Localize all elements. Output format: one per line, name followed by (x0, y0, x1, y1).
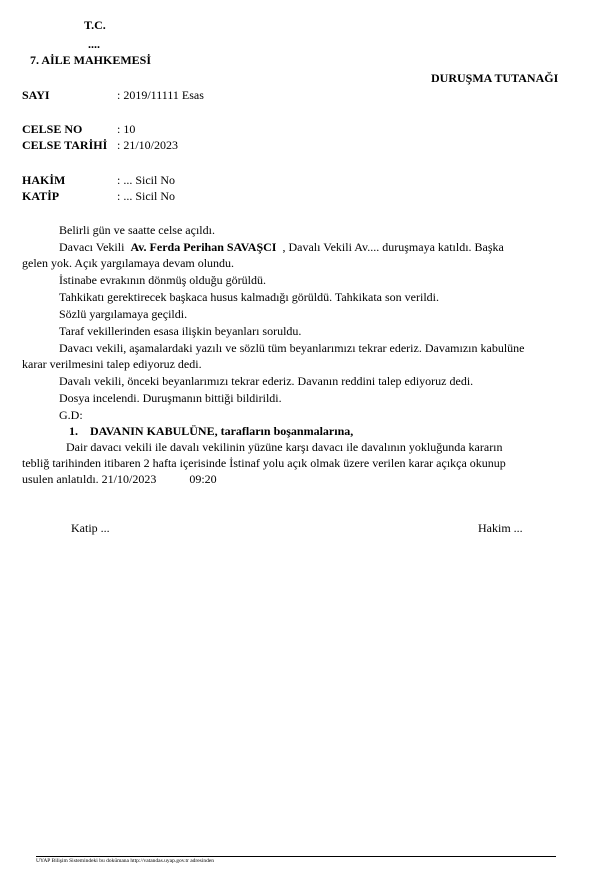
katip-value: : ... Sicil No (117, 189, 176, 203)
verdict-date: usulen anlatıldı. 21/10/2023 (22, 472, 157, 486)
header-dots: .... (88, 37, 100, 51)
hakim-signature: Hakim ... (478, 521, 523, 535)
verdict-item (69, 424, 353, 438)
verdict-paragraph-line-3 (22, 472, 217, 486)
verdict-paragraph-line-1: Dair davacı vekili ile davalı vekilinin yüzüne karşı davacı ile davalının yokluğunda kararın (66, 440, 503, 454)
footer-note: UYAP Bilişim Sistemindeki bu dokümana http://vatandas.uyap.gov.tr adresinden (36, 858, 215, 864)
document-type: DURUŞMA TUTANAĞI (431, 71, 559, 85)
body-line-beyan: Taraf vekillerinden esasa ilişkin beyanları soruldu. (59, 324, 302, 338)
court-name: 7. AİLE MAHKEMESİ (30, 53, 152, 67)
attendance-prefix: Davacı Vekili (59, 240, 125, 254)
verdict-item-number: 1. (69, 424, 78, 438)
body-line-davaci-vekili: Davacı vekili, aşamalardaki yazılı ve sözlü tüm beyanlarımızı tekrar ederiz. Davamızın kabulüne (59, 341, 525, 355)
body-line-continue: gelen yok. Açık yargılamaya devam olundu. (22, 256, 235, 270)
body-line-davali-vekili: Davalı vekili, önceki beyanlarımızı tekrar ederiz. Davanın reddini talep ediyoruz dedi. (59, 374, 474, 388)
celse-no-value: : 10 (117, 122, 136, 136)
hakim-value: : ... Sicil No (117, 173, 176, 187)
katip-label: KATİP (22, 189, 60, 203)
celse-tarihi-value: : 21/10/2023 (117, 138, 179, 152)
tc-heading: T.C. (84, 18, 106, 32)
body-line-dosya: Dosya incelendi. Duruşmanın bittiği bildirildi. (59, 391, 282, 405)
body-line-attendance (59, 240, 504, 254)
hakim-label: HAKİM (22, 173, 66, 187)
celse-no-label: CELSE NO (22, 122, 83, 136)
katip-signature: Katip ... (71, 521, 110, 535)
footer-divider (36, 856, 556, 857)
body-line-opening: Belirli gün ve saatte celse açıldı. (59, 223, 215, 237)
verdict-item-text: DAVANIN KABULÜNE, tarafların boşanmalarına, (90, 424, 354, 438)
gd-label: G.D: (59, 408, 83, 422)
verdict-paragraph-line-2: tebliğ tarihinden itibaren 2 hafta içerisinde İstinaf yolu açık olmak üzere verilen karar açıkça okunup (22, 456, 506, 470)
celse-tarihi-label: CELSE TARİHİ (22, 138, 108, 152)
attorney-name: Av. Ferda Perihan SAVAŞCI (130, 240, 277, 254)
body-line-sozlu: Sözlü yargılamaya geçildi. (59, 307, 188, 321)
attendance-suffix: , Davalı Vekili Av.... duruşmaya katıldı. Başka (282, 240, 504, 254)
body-line-davaci-talep: karar verilmesini talep ediyoruz dedi. (22, 357, 202, 371)
verdict-time: 09:20 (189, 472, 217, 486)
body-line-tahkikat: Tahkikatı gerektirecek başkaca husus kalmadığı görüldü. Tahkikata son verildi. (59, 290, 439, 304)
sayi-label: SAYI (22, 88, 50, 102)
sayi-value: : 2019/11111 Esas (117, 88, 204, 102)
body-line-istinabe: İstinabe evrakının dönmüş olduğu görüldü. (59, 273, 266, 287)
